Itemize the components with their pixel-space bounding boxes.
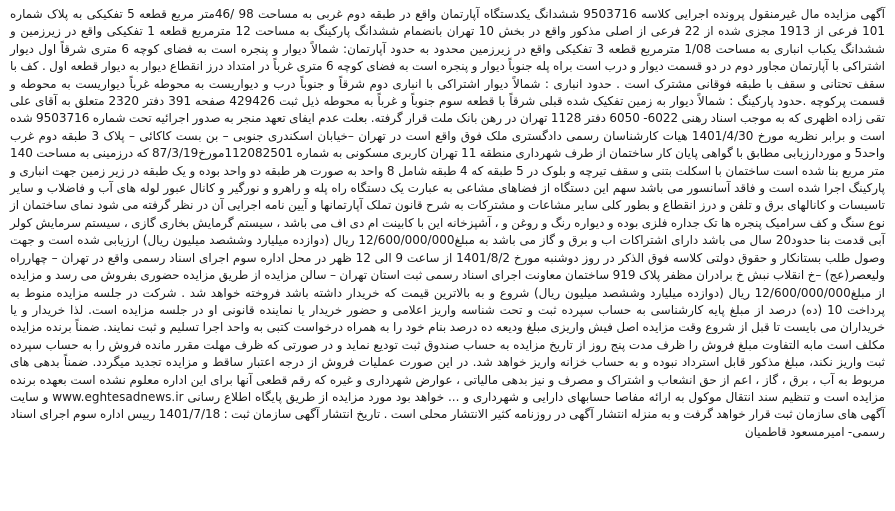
notice-body: آگهی مزایده مال غیرمنقول پرونده اجرایی کلاسه 9503716 ششدانگ یکدستگاه آپارتمان واقع در طبقه دوم غربی به مساحت 98 /46متر مربع قطعه 5 تفکیکی به پلاک شماره 101 فرعی از 1913 مجزی شده از 22 فرعی از اصلی مذکور واقع در بخش 10 تهران بانضمام ششدانگ پارکینگ به مساحت 12 مترمربع قطعه 1 تفکیکی واقع در زیرزمین و ششدانگ یکباب انباری به مساحت 1/08 مترمربع قطعه 3 تفکیکی واقع در زیرزمین محدود به حدود آپارتمان: شمالاً دیوار و پنجره است به فضای کوچه 6 متری شرقاً اول دیوار اشتراکی با آپارتمان مجاور دوم در دو قسمت دیوار و درب است براه پله جنوباً دیوار و پنجره است به فضای کوچه 6 متری غرباً در امتداد درز انقطاع دیوار به دیوار قطعه اول . کف با سقف تحتانی و سقف با طبقه فوقانی مشترک است . حدود انباری : شمالاً دیوار اشتراکی با انباری دوم شرقاً و جنوباً درب و دیواریست به محوطه غرباً دیواریست به محوطه و قسمت پرکوچه .حدود پارکینگ : شمالاً دیوار به زمین تفکیک شده قبلی شرقاً با قطعه سوم جنوباً و غرباً به محوطه ذیل ثبت 429426 صفحه 391 دفتر 2320 متعلق به آقای علی تقی زاده اظهری که به موجب اسناد رهنی 6022- 6050 دفتر 1128 تهران در رهن بانک ملت قرار گرفته. بعلت عدم ایفای تعهد منجر به صدور اجرائیه تحت شماره 9503716 شده است و برابر نظریه مورخ 1401/4/30 هیات کارشناسان رسمی دادگستری ملک فوق واقع است در تهران –خیابان اسکندری جنوبی – بن بست کاکائی – پلاک 3 طبقه دوم غرب واحد5 و موردارزیابی مطابق با گواهی پایان کار ساختمان از طرف شهرداری منطقه 11 تهران کاربری مسکونی به شماره 112082501مورخ87/3/19 که درزمینی به مساحت 140 متر مربع بنا شده است ساختمان با اسکلت بتنی و سقف تیرچه و بلوک در 5 طبقه که 4 طبقه شامل 8 واحد به صورت هر طبقه دو واحد بوده و یک طبقه در زیر زمین جهت انباری و پارکینگ اجرا شده است و فاقد آسانسور می باشد سهم این دستگاه از فضاهای مشاعی به عبارت یک دستگاه راه پله و راهرو و نورگیر و کانال عبور لوله های آب و فاضلاب و سایر تاسیسات و کانالهای برق و تلفن و درز انقطاع و بطور کلی سایر مشاعات و مشترکات به شرح قانون تملک آپارتمانها و آیین نامه اجرایی آن در نظر گرفته می شود نمای ساختمان از نوع سنگ و کف سرامیک پنجره ها تک جداره فلزی بوده و دیواره رنگ و روغن و ، آشپزخانه این با کابینت ام دی اف می باشد ، سیستم گرمایش بخاری گازی ، سیستم سرمایش کولر آبی قدمت بنا حدود20 سال می باشد دارای اشتراکات اب و برق و گاز می باشد به مبلغ12/600/000/000 ریال (دوازده میلیارد وششصد میلیون ریال) ارزیابی شده است و جهت وصول طلب بستانکار و حقوق دولتی کلاسه فوق الذکر در روز دوشنبه مورخ 1401/8/2 از ساعت 9 الی 12 ظهر در محل اداره سوم اجرای اسناد رسمی واقع در تهران – چهارراه ولیعصر(عج) –خ انقلاب نبش خ برادران مظفر پلاک 919 ساختمان معاونت اجرای اسناد رسمی ثبت استان تهران – سالن مزایده از طریق مزایده حضوری بفروش می رسد و مزایده از مبلغ12/600/000/000 ریال (دوازده میلیارد وششصد میلیون ریال) شروع و به بالاترین قیمت که خریدار داشته باشد فروخته خواهد شد . شرکت در جلسه مزایده منوط به پرداخت 10 (ده) درصد از مبلغ پایه کارشناسی به حساب سپرده ثبت و تحت شناسه واریز اعلامی و حضور خریدار یا نماینده قانونی او در جلسه مزایده است. لذا خریدار و یا خریداران می بایست تا قبل از شروع وقت مزایده اصل فیش واریزی مبلغ ودیعه ده درصد بنام خود را به همراه درخواست کتبی به واحد اجرا تسلیم و ثبت نمایند. ضمناً برنده مزایده مکلف است مابه التفاوت مبلغ فروش را ظرف مدت پنج روز از تاریخ مزایده به حساب صندوق ثبت تودیع نماید و در صورتی که ظرف مهلت مقرر مانده فروش را به حساب سپرده ثبت واریز نکند، مبلغ مذکور قابل استرداد نبوده و به حساب خزانه واریز خواهد شد. در این صورت عملیات فروش از درجه اعتبار ساقط و مزایده تجدید میگردد. ضمناً بدهی های مربوط به آب ، برق ، گاز ، اعم از حق انشعاب و اشتراک و مصرف و نیز بدهی مالیاتی ، عوارض شهرداری و غیره که رقم قطعی آنها برای این اداره معلوم نشده است بعهده برنده مزایده است و تنظیم سند انتقال موکول به ارائه مفاصا حسابهای دارایی و شهرداری و ... خواهد بود مورد مزایده از طریق پایگاه اطلاع رسانی www.eghtesadnews.ir و سایت آگهی های سازمان ثبت قرار خواهد گرفت و به منزله انتشار آگهی در روزنامه کثیر الانتشار محلی است . تاریخ انتشار آگهی سازمان ثبت : 1401/7/18 رییس اداره سوم اجرای اسناد	[10, 7, 886, 422]
notice-signature: رسمی- امیرمسعود قاطمیان	[744, 424, 885, 439]
